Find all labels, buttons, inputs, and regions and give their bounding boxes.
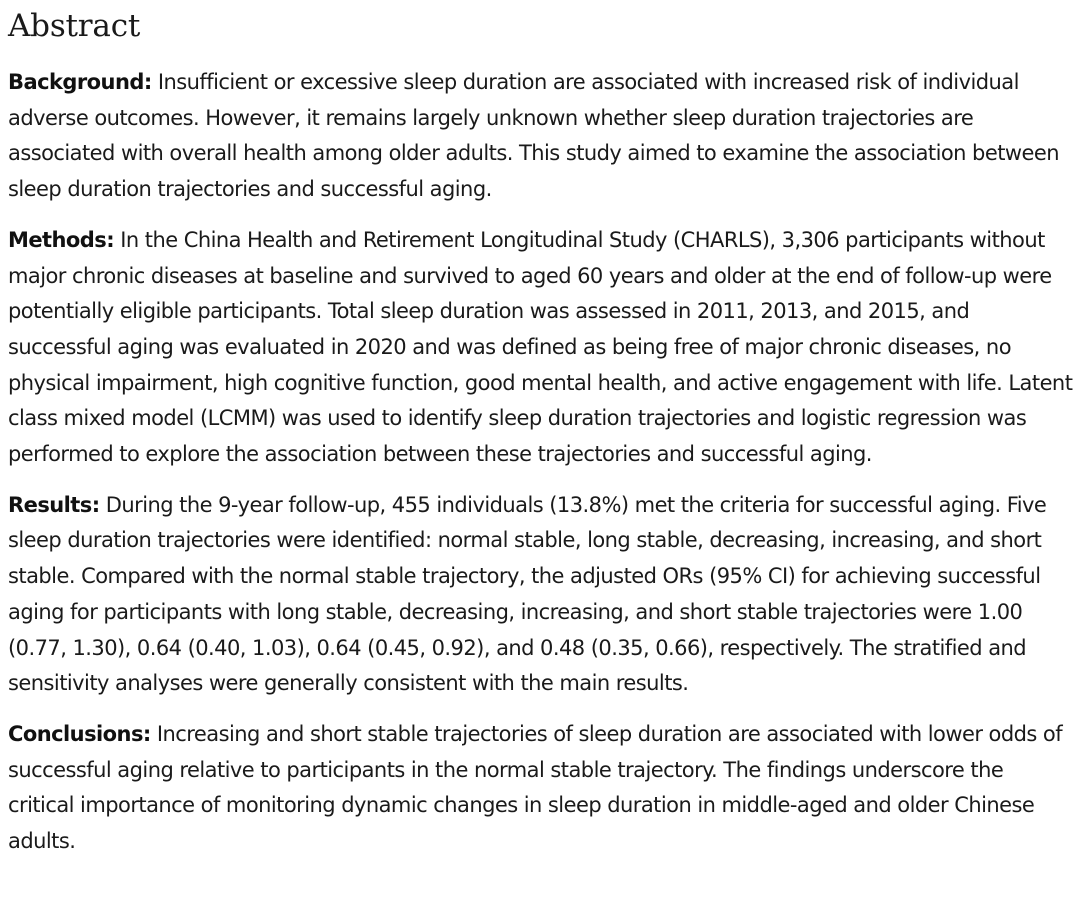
conclusions-text: Increasing and short stable trajectories of sleep duration are associated with lower odds of successful aging relative to participants in the normal stable trajectory. The findings underscore the critical importance of monitoring dynamic changes in sleep duration in middle-aged and older Chinese adults. — [8, 721, 1063, 854]
conclusions-label: Conclusions: — [8, 721, 151, 746]
results-paragraph — [8, 488, 1074, 702]
results-text: During the 9-year follow-up, 455 individuals (13.8%) met the criteria for successful aging. Five sleep duration trajectories were identified: normal stable, long stable, decreasing, increasing, and short stable. Compared with the normal stable trajectory, the adjusted ORs (95% CI) for achieving successful aging for participants with long stable, decreasing, increasing, and short stable trajectories were 1.00 (0.77, 1.30), 0.64 (0.40, 1.03), 0.64 (0.45, 0.92), and 0.48 (0.35, 0.66), respectively. The stratified and sensitivity analyses were generally consistent with the main results. — [8, 492, 1047, 696]
results-label: Results: — [8, 492, 100, 517]
methods-label: Methods: — [8, 227, 115, 252]
background-paragraph — [8, 65, 1074, 208]
methods-paragraph — [8, 223, 1074, 473]
abstract-heading: Abstract — [8, 8, 141, 44]
abstract-container — [8, 0, 1074, 875]
conclusions-paragraph — [8, 717, 1074, 860]
methods-text: In the China Health and Retirement Longitudinal Study (CHARLS), 3,306 participants without major chronic diseases at baseline and survived to aged 60 years and older at the end of follow-up were potentially eligible participants. Total sleep duration was assessed in 2011, 2013, and 2015, and successful aging was evaluated in 2020 and was defined as being free of major chronic diseases, no physical impairment, high cognitive function, good mental health, and active engagement with life. Latent class mixed model (LCMM) was used to identify sleep duration trajectories and logistic regression was performed to explore the association between these trajectories and successful aging. — [8, 227, 1073, 467]
background-text: Insufficient or excessive sleep duration are associated with increased risk of individual adverse outcomes. However, it remains largely unknown whether sleep duration trajectories are associated with overall health among older adults. This study aimed to examine the association between sleep duration trajectories and successful aging. — [8, 70, 1060, 202]
background-label: Background: — [8, 70, 152, 94]
